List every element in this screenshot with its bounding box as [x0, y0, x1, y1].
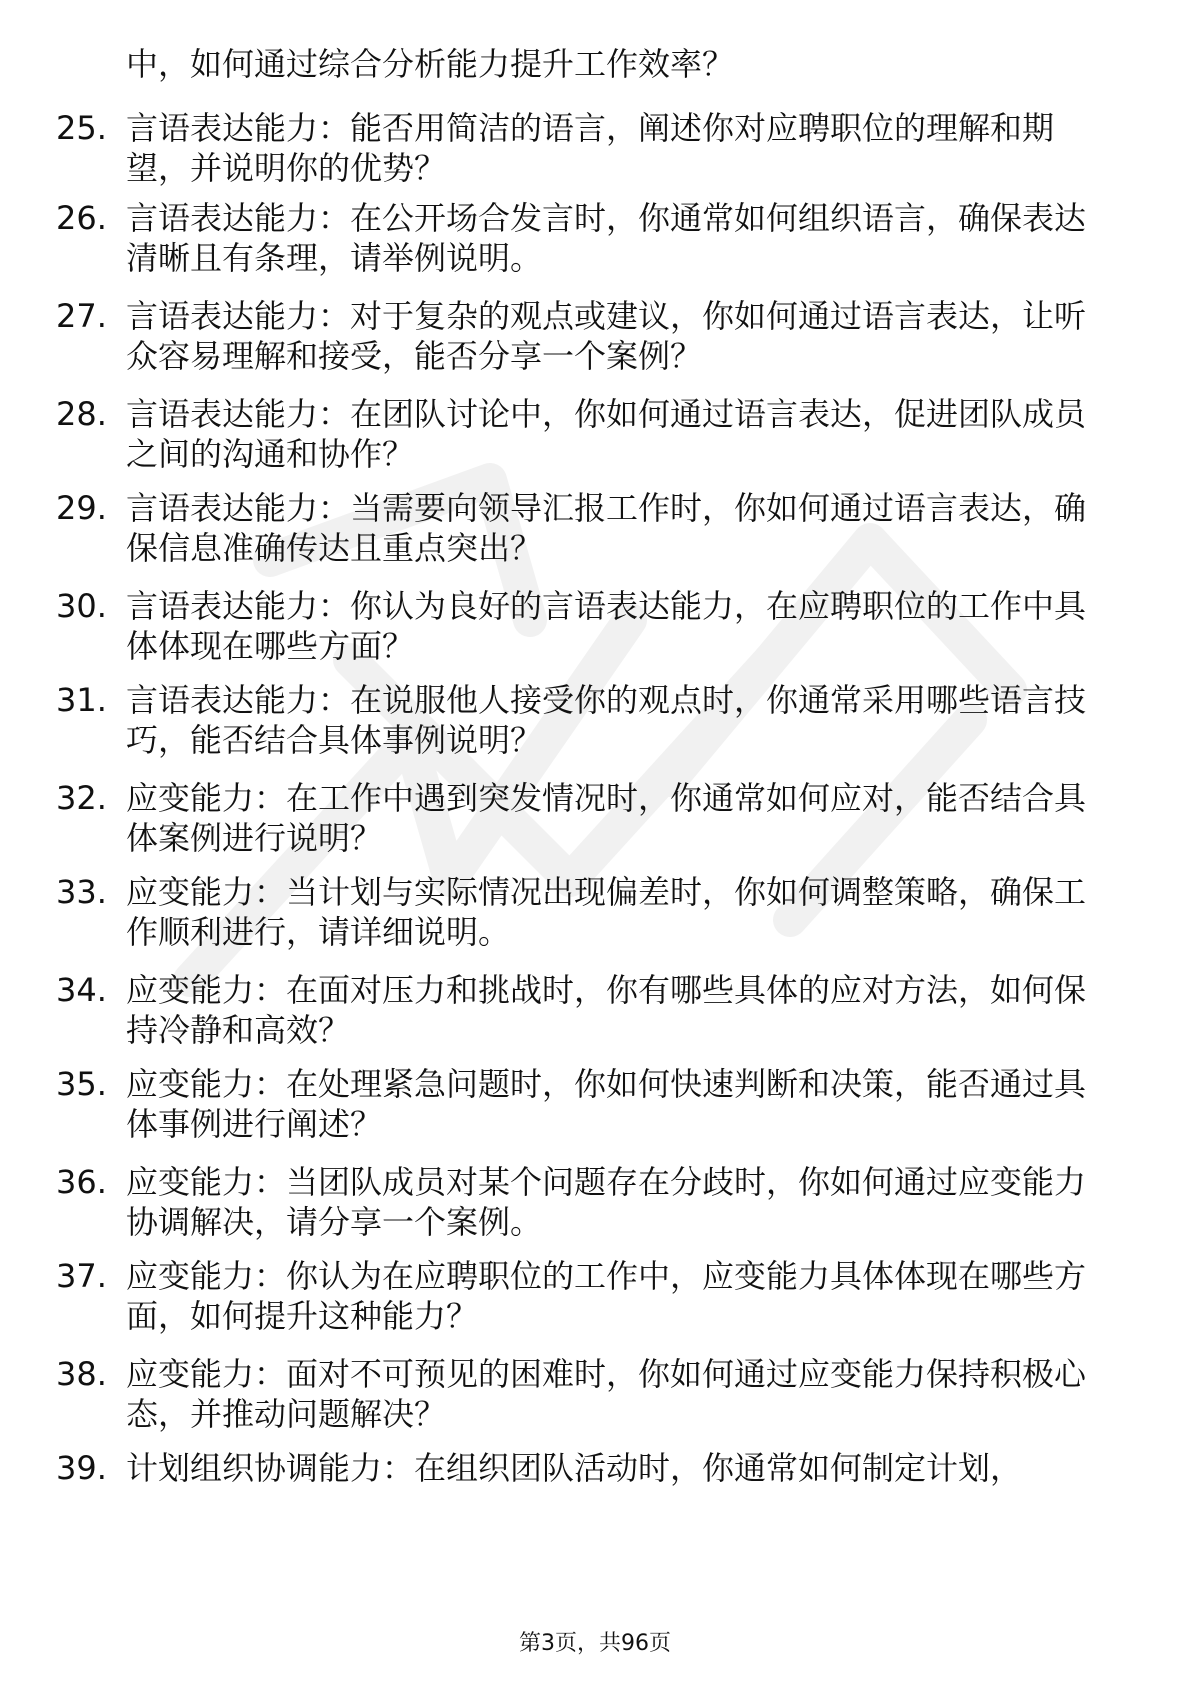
item-number: 25.: [56, 109, 107, 147]
question-text: 应变能力：在处理紧急问题时，你如何快速判断和决策，能否通过具体事例进行阐述？: [126, 1065, 1087, 1143]
page-footer: 第3页，共96页: [519, 1631, 671, 1656]
question-text: 应变能力：面对不可预见的困难时，你如何通过应变能力保持积极心态，并推动问题解决？: [126, 1355, 1087, 1433]
continuation-text: 中，如何通过综合分析能力提升工作效率？: [126, 45, 735, 83]
question-text: 应变能力：在工作中遇到突发情况时，你通常如何应对，能否结合具体案例进行说明？: [126, 779, 1087, 857]
question-text: 言语表达能力：你认为良好的言语表达能力，在应聘职位的工作中具体体现在哪些方面？: [126, 587, 1087, 665]
question-text: 计划组织协调能力：在组织团队活动时，你通常如何制定计划，: [126, 1449, 1023, 1487]
item-number: 26.: [56, 199, 107, 237]
item-number: 37.: [56, 1257, 107, 1295]
item-number: 38.: [56, 1355, 107, 1393]
item-number: 34.: [56, 971, 107, 1009]
question-text: 言语表达能力：能否用简洁的语言，阐述你对应聘职位的理解和期望，并说明你的优势？: [126, 109, 1055, 187]
question-text: 言语表达能力：在团队讨论中，你如何通过语言表达，促进团队成员之间的沟通和协作？: [126, 395, 1087, 473]
item-number: 32.: [56, 779, 107, 817]
question-text: 应变能力：在面对压力和挑战时，你有哪些具体的应对方法，如何保持冷静和高效？: [126, 971, 1087, 1049]
item-number: 36.: [56, 1163, 107, 1201]
question-text: 应变能力：当计划与实际情况出现偏差时，你如何调整策略，确保工作顺利进行，请详细说明。: [126, 873, 1087, 951]
item-number: 31.: [56, 681, 107, 719]
item-number: 28.: [56, 395, 107, 433]
item-number: 30.: [56, 587, 107, 625]
item-number: 39.: [56, 1449, 107, 1487]
question-text: 应变能力：当团队成员对某个问题存在分歧时，你如何通过应变能力协调解决，请分享一个案例。: [126, 1163, 1087, 1241]
item-number: 29.: [56, 489, 107, 527]
question-text: 应变能力：你认为在应聘职位的工作中，应变能力具体体现在哪些方面，如何提升这种能力？: [126, 1257, 1087, 1335]
item-number: 27.: [56, 297, 107, 335]
question-text: 言语表达能力：当需要向领导汇报工作时，你如何通过语言表达，确保信息准确传达且重点突出？: [126, 489, 1087, 567]
question-text: 言语表达能力：在说服他人接受你的观点时，你通常采用哪些语言技巧，能否结合具体事例说明？: [126, 681, 1087, 759]
question-text: 言语表达能力：对于复杂的观点或建议，你如何通过语言表达，让听众容易理解和接受，能否分享一个案例？: [126, 297, 1087, 375]
question-text: 言语表达能力：在公开场合发言时，你通常如何组织语言，确保表达清晰且有条理，请举例说明。: [126, 199, 1087, 277]
item-number: 35.: [56, 1065, 107, 1103]
item-number: 33.: [56, 873, 107, 911]
